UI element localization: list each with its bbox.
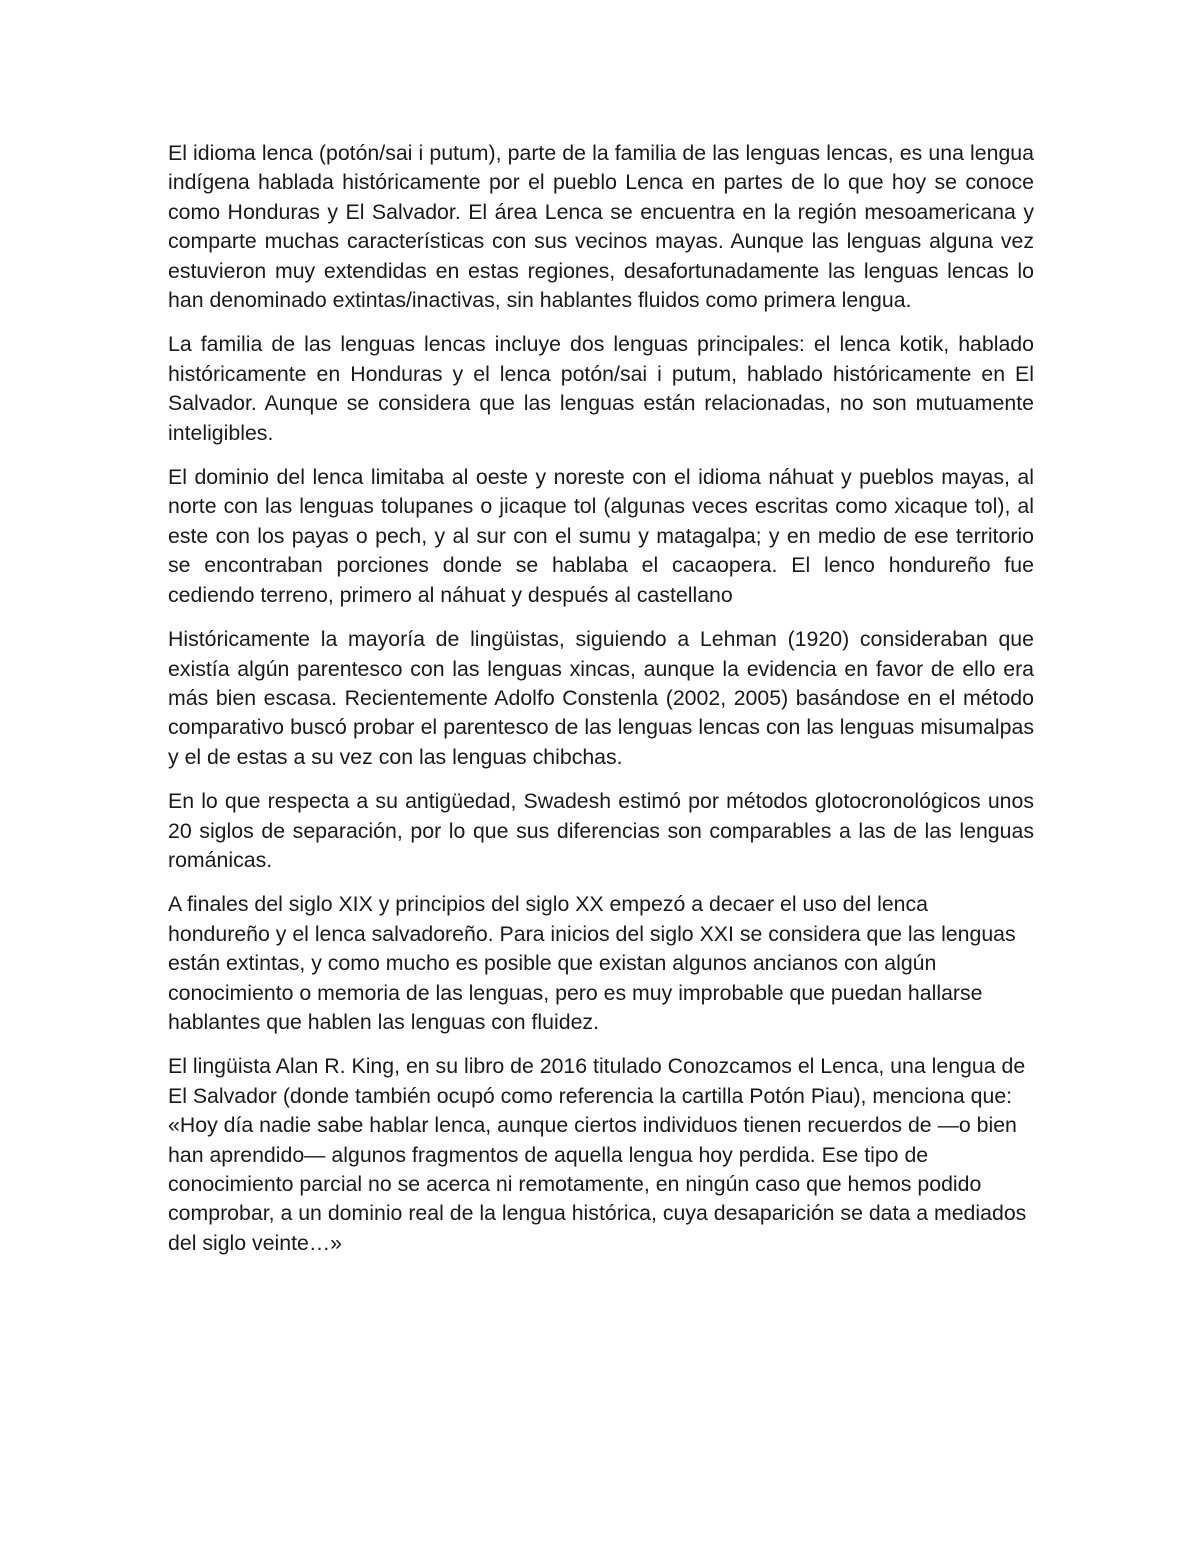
document-body	[168, 139, 1034, 1273]
paragraph-6: A finales del siglo XIX y principios del siglo XX empezó a decaer el uso del lenca hondureño y el lenca salvadoreño. Para inicios del siglo XXI se considera que las lenguas están extintas, y como mucho es posible que existan algunos ancianos con algún conocimiento o memoria de las lenguas, pero es muy improbable que puedan hallarse hablantes que hablen las lenguas con fluidez.	[168, 892, 1016, 1034]
paragraph-5: En lo que respecta a su antigüedad, Swadesh estimó por métodos glotocronológicos unos 20 siglos de separación, por lo que sus diferencias son comparables a las de las lenguas románicas.	[168, 789, 1034, 872]
paragraph-7: El lingüista Alan R. King, en su libro de 2016 titulado Conozcamos el Lenca, una lengua de El Salvador (donde también ocupó como referencia la cartilla Potón Piau), menciona que: «Hoy día nadie sabe hablar lenca, aunque ciertos individuos tienen recuerdos de —o bien han aprendido— algunos fragmentos de aquella lengua hoy perdida. Ese tipo de conocimiento parcial no se acerca ni remotamente, en ningún caso que hemos podido comprobar, a un dominio real de la lengua histórica, cuya desaparición se data a mediados del siglo veinte…»	[168, 1054, 1027, 1255]
paragraph-4: Históricamente la mayoría de lingüistas, siguiendo a Lehman (1920) consideraban que existía algún parentesco con las lenguas xincas, aunque la evidencia en favor de ello era más bien escasa. Recientemente Adolfo Constenla (2002, 2005) basándose en el método comparativo buscó probar el parentesco de las lenguas lencas con las lenguas misumalpas y el de estas a su vez con las lenguas chibchas.	[168, 627, 1034, 769]
paragraph-1: El idioma lenca (potón/sai i putum), parte de la familia de las lenguas lencas, es una lengua indígena hablada históricamente por el pueblo Lenca en partes de lo que hoy se conoce como Honduras y El Salvador. El área Lenca se encuentra en la región mesoamericana y comparte muchas características con sus vecinos mayas. Aunque las lenguas alguna vez estuvieron muy extendidas en estas regiones, desafortunadamente las lenguas lencas lo han denominado extintas/inactivas, sin hablantes fluidos como primera lengua.	[168, 141, 1034, 313]
paragraph-3: El dominio del lenca limitaba al oeste y noreste con el idioma náhuat y pueblos mayas, al norte con las lenguas tolupanes o jicaque tol (algunas veces escritas como xicaque tol), al este con los payas o pech, y al sur con el sumu y matagalpa; y en medio de ese territorio se encontraban porciones donde se hablaba el cacaopera. El lenco hondureño fue cediendo terreno, primero al náhuat y después al castellano	[168, 465, 1034, 607]
paragraph-2: La familia de las lenguas lencas incluye dos lenguas principales: el lenca kotik, hablado históricamente en Honduras y el lenca potón/sai i putum, hablado históricamente en El Salvador. Aunque se considera que las lenguas están relacionadas, no son mutuamente inteligibles.	[168, 332, 1034, 445]
